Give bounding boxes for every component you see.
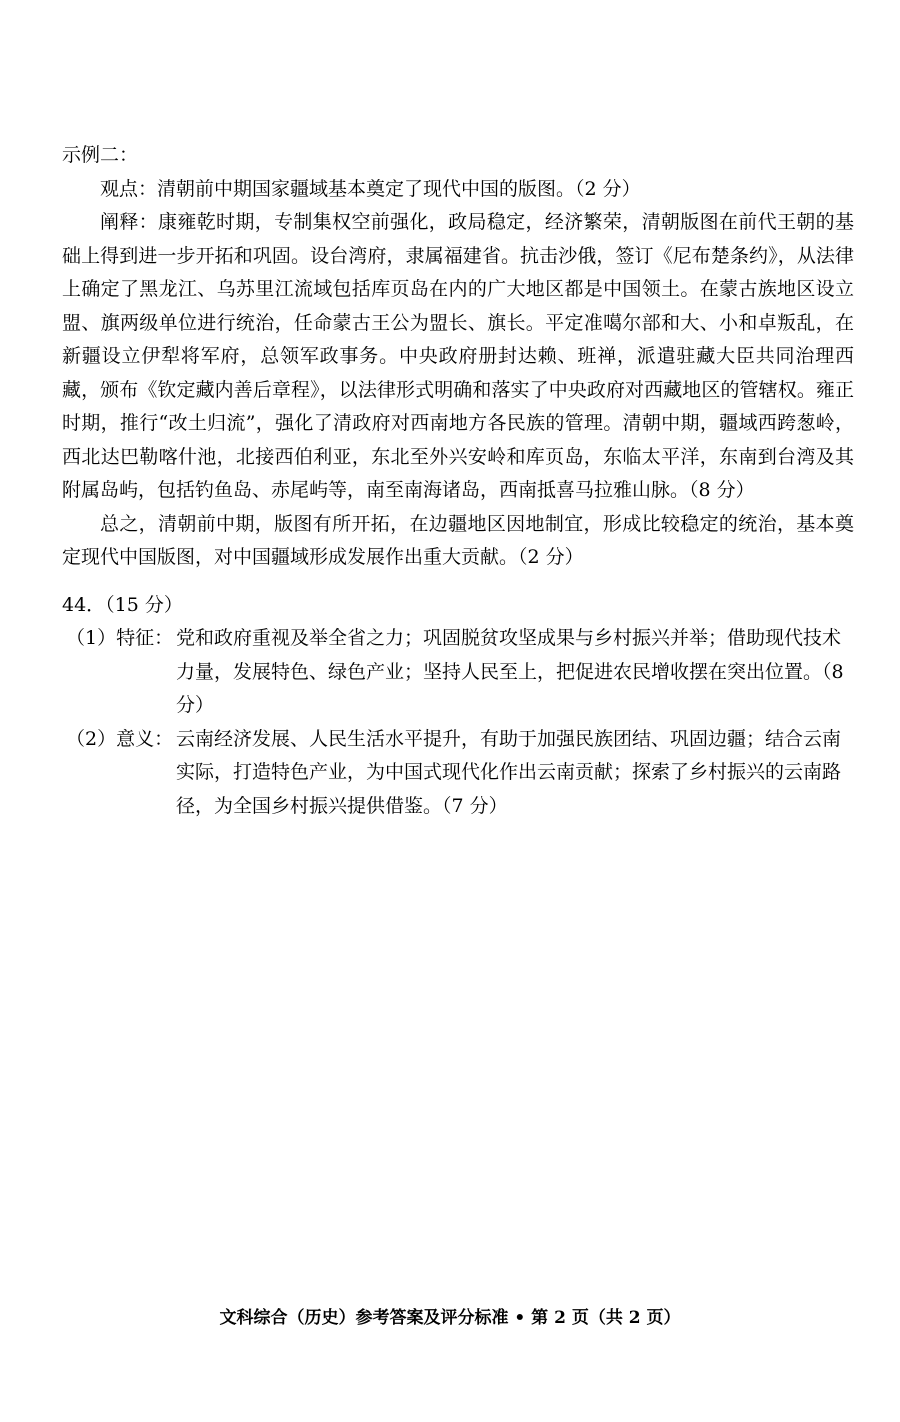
- question-44-item-2: [62, 723, 854, 824]
- item-1-label: （1）特征：: [66, 627, 174, 649]
- question-44-item-1: [62, 622, 854, 723]
- viewpoint-paragraph: 观点：清朝前中期国家疆域基本奠定了现代中国的版图。（2 分）: [100, 177, 641, 200]
- item-2-text: 云南经济发展、人民生活水平提升，有助于加强民族团结、巩固边疆；结合云南实际，打造特色产业，为中国式现代化作出云南贡献；探索了乡村振兴的云南路径，为全国乡村振兴提供借鉴。（7 分）: [176, 727, 842, 817]
- page-content: [62, 139, 854, 823]
- explanation-paragraph: 阐释：康雍乾时期，专制集权空前强化，政局稳定，经济繁荣，清朝版图在前代王朝的基础上得到进一步开拓和巩固。设台湾府，隶属福建省。抗击沙俄，签订《尼布楚条约》，从法律上确定了黑龙江、乌苏里江流域包括库页岛在内的广大地区都是中国领土。在蒙古族地区设立盟、旗两级单位进行统治，任命蒙古王公为盟长、旗长。平定准噶尔部和大、小和卓叛乱，在新疆设立伊犁将军府，总领军政事务。中央政府册封达赖、班禅，派遣驻藏大臣共同治理西藏，颁布《钦定藏内善后章程》，以法律形式明确和落实了中央政府对西藏地区的管辖权。雍正时期，推行“改土归流”，强化了清政府对西南地方各民族的管理。清朝中期，疆域西跨葱岭，西北达巴勒喀什池，北接西伯利亚，东北至外兴安岭和库页岛，东临太平洋，东南到台湾及其附属岛屿，包括钓鱼岛、赤尾屿等，南至南海诸岛，西南抵喜马拉雅山脉。（8 分）: [62, 211, 854, 501]
- item-1-text: 党和政府重视及举全省之力；巩固脱贫攻坚成果与乡村振兴并举；借助现代技术力量，发展特色、绿色产业；坚持人民至上，把促进农民增收摆在突出位置。（8 分）: [176, 627, 844, 716]
- question-44-heading: 44．（15 分）: [62, 593, 183, 616]
- summary-paragraph: 总之，清朝前中期，版图有所开拓，在边疆地区因地制宜，形成比较稳定的统治，基本奠定现代中国版图，对中国疆域形成发展作出重大贡献。（2 分）: [62, 512, 854, 568]
- item-2-label: （2）意义：: [66, 727, 174, 750]
- page-footer: 文科综合（历史）参考答案及评分标准 • 第 2 页（共 2 页）: [219, 1308, 681, 1328]
- example-heading: 示例二：: [62, 144, 139, 166]
